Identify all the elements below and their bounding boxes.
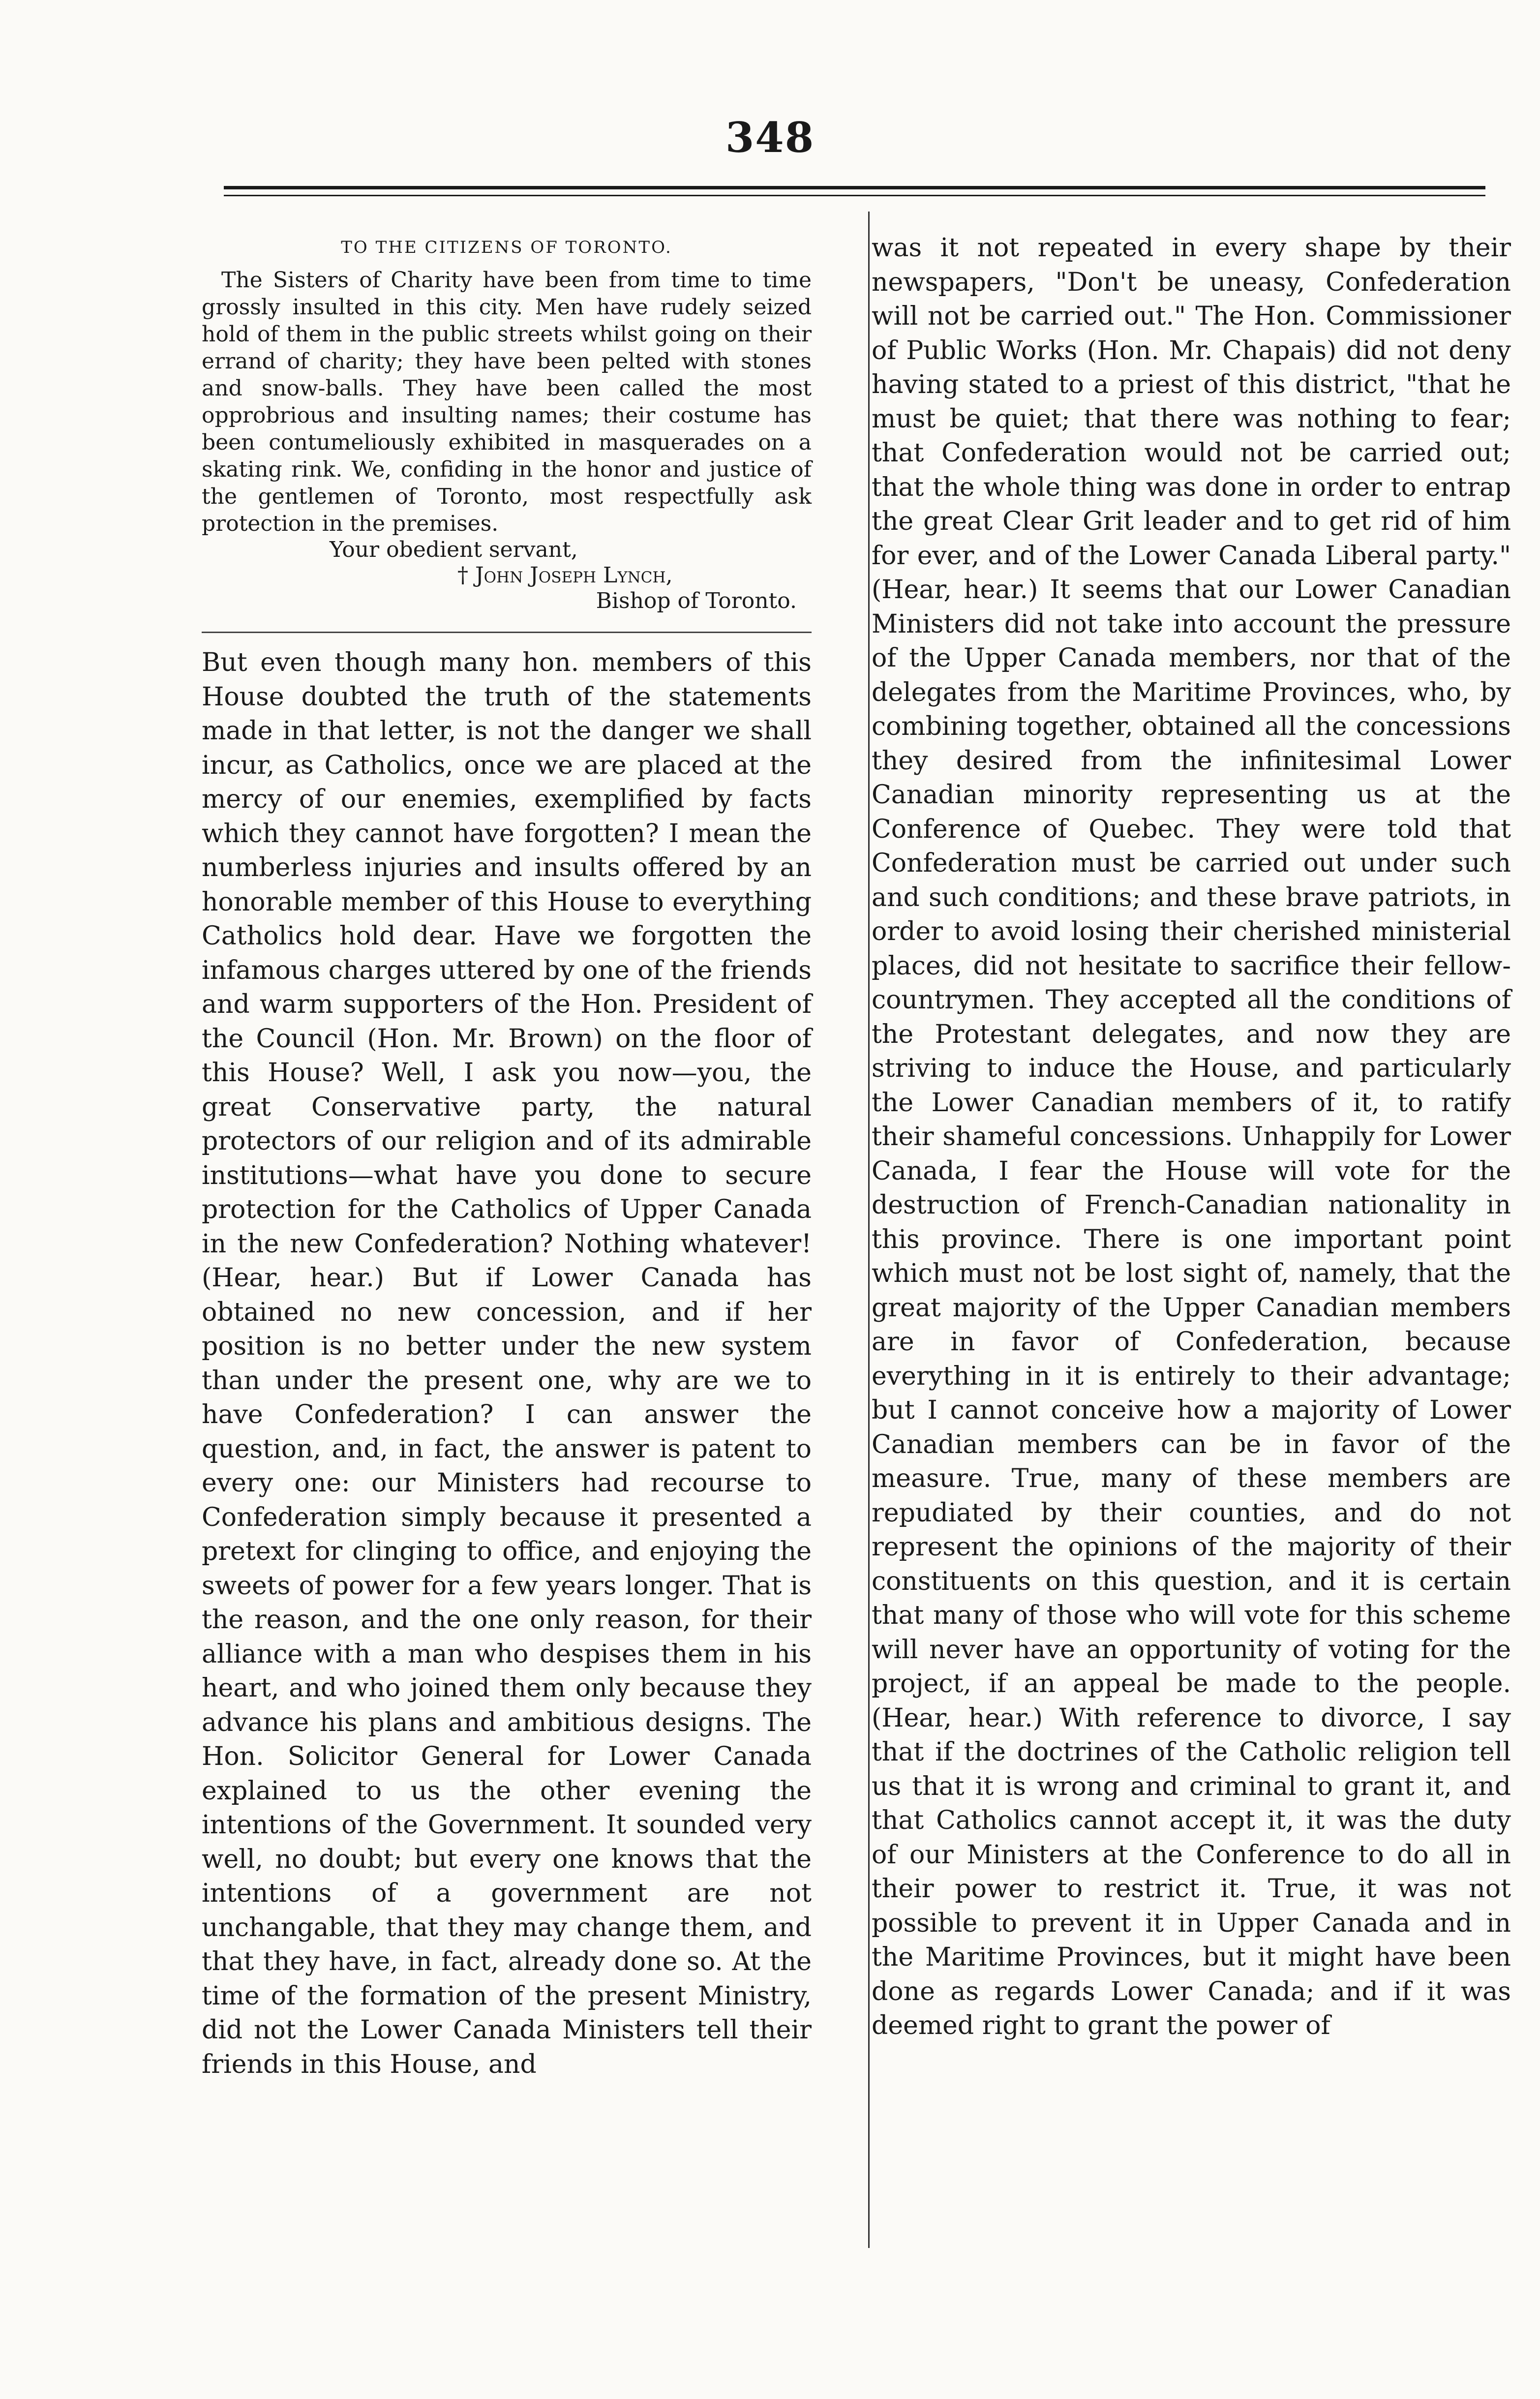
letter-heading: TO THE CITIZENS OF TORONTO. bbox=[341, 238, 672, 257]
left-column-text: But even though many hon. members of this House doubted the truth of the statements made in that letter, is not the danger we shall incur, as Catholics, once we are placed at the mercy of our enemies, exemplified by facts which they cannot have forgotten? I mean the numberless injuries and insults offered by an honorable member of this House to everything Catholics hold dear. Have we forgotten the infamous charges uttered by one of the friends and warm supporters of the Hon. President of the Council (Hon. Mr. Brown) on the floor of this House? Well, I ask you now—you, the great Conservative party, the natural protectors of our religion and of its admirable institutions—what have you done to secure protection for the Catholics of Upper Canada in the new Confederation? Nothing whatever! (Hear, hear.) But if Lower Canada has obtained no new concession, and if her position is no better under the new system than under the present one, why are we to have Confederation? I can answer the question, and, in fact, the answer is patent to every one: our Ministers had recourse to Confederation simply because it presented a pretext for clinging to office, and enjoying the sweets of power for a few years longer. That is the reason, and the one only reason, for their alliance with a man who despises them in his heart, and who joined them only because they advance his plans and ambitious designs. The Hon. Solicitor General for Lower Canada explained to us the other evening the intentions of the Government. It sounded very well, no doubt; but every one knows that the intentions of a government are not unchangable, that they may change them, and that they have, in fact, already done so. At the time of the formation of the present Ministry, did not the Lower Canada Ministers tell their friends in this House, and bbox=[202, 648, 812, 2079]
letter-signature: † John Joseph Lynch, bbox=[457, 563, 673, 588]
letter-body: The Sisters of Charity have been from time to time grossly insulted in this city. Men have rudely seized hold of them in the public streets whilst going on their errand of charity; they have been pelted with stones and snow-balls. They have been called the most opprobrious and insulting names; their costume has been contumeliously exhibited in masquerades on a skating rink. We, confiding in the honor and justice of the gentlemen of Toronto, most respectfully ask protection in the premises. bbox=[202, 268, 812, 536]
right-column-text: was it not repeated in every shape by their newspapers, "Don't be uneasy, Confederation will not be carried out." The Hon. Commissioner of Public Works (Hon. Mr. Chapais) did not deny having stated to a priest of this district, "that he must be quiet; that there was nothing to fear; that Confederation would not be carried out; that the whole thing was done in order to entrap the great Clear Grit leader and to get rid of him for ever, and of the Lower Canada Liberal party." (Hear, hear.) It seems that our Lower Canadian Ministers did not take into account the pressure of the Upper Canada members, nor that of the delegates from the Maritime Provinces, who, by combining together, obtained all the concessions they desired from the infinitesimal Lower Canadian minority representing us at the Conference of Quebec. They were told that Confederation must be carried out under such and such conditions; and these brave patriots, in order to avoid losing their cherished ministerial places, did not hesitate to sacrifice their fellow-countrymen. They accepted all the conditions of the Protestant delegates, and now they are striving to induce the House, and particularly the Lower Canadian members of it, to ratify their shameful concessions. Unhappily for Lower Canada, I fear the House will vote for the destruction of French-Canadian nationality in this province. There is one important point which must not be lost sight of, namely, that the great majority of the Upper Canadian members are in favor of Confederation, because everything in it is entirely to their advantage; but I cannot conceive how a majority of Lower Canadian members can be in favor of the measure. True, many of these members are repudiated by their counties, and do not represent the opinions of the majority of their constituents on this question, and it is certain that many of those who will vote for this scheme will never have an opportunity of voting for the project, if an appeal be made to the people. (Hear, hear.) With reference to divorce, I say that if the doctrines of the Catholic religion tell us that it is wrong and criminal to grant it, and that Catholics cannot accept it, it was the duty of our Ministers at the Conference to do all in their power to restrict it. True, it was not possible to prevent it in Upper Canada and in the Maritime Provinces, but it might have been done as regards Lower Canada; and if it was deemed right to grant the power of bbox=[872, 233, 1511, 2040]
letter-divider bbox=[202, 632, 812, 633]
header-rule-thin bbox=[224, 195, 1485, 196]
letter-signature-title: Bishop of Toronto. bbox=[596, 588, 797, 613]
left-column bbox=[202, 231, 812, 2082]
column-divider bbox=[868, 212, 870, 2248]
right-column bbox=[872, 231, 1511, 2043]
page-number: 348 bbox=[725, 113, 815, 162]
header-rule-thick bbox=[224, 186, 1485, 189]
letter-closing: Your obedient servant, bbox=[330, 537, 578, 562]
